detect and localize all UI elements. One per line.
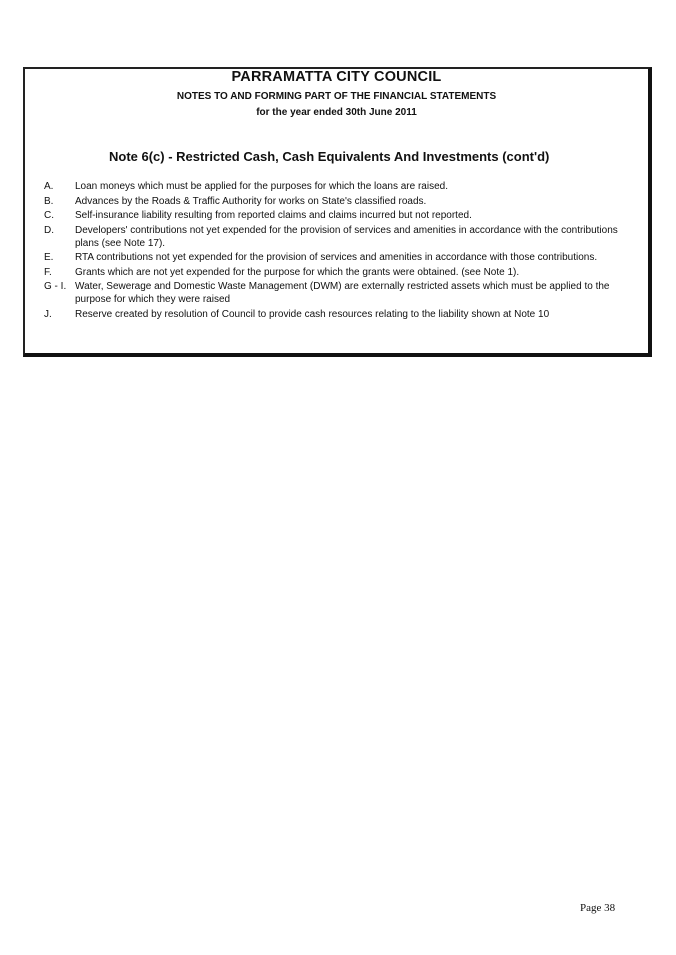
item-text: Developers' contributions not yet expended for the provision of services and amenities in accordance with the contributions plans (see Note 17). — [75, 224, 618, 249]
item-label: F. — [44, 266, 52, 278]
notes-frame — [23, 67, 652, 357]
item-label: A. — [44, 181, 54, 192]
item-text: Reserve created by resolution of Council to provide cash resources relating to the liability shown at Note 10 — [75, 309, 550, 320]
list-item — [44, 224, 644, 250]
item-text: Loan moneys which must be applied for the purposes for which the loans are raised. — [75, 181, 448, 192]
list-item — [44, 280, 644, 306]
list-item — [44, 195, 644, 208]
item-text: Self-insurance liability resulting from reported claims and claims incurred but not reported. — [75, 210, 472, 221]
item-label: D. — [44, 224, 54, 236]
item-label: C. — [44, 210, 54, 221]
list-item — [44, 308, 644, 321]
statement-title: NOTES TO AND FORMING PART OF THE FINANCIAL STATEMENTS — [176, 91, 497, 102]
note-title: Note 6(c) - Restricted Cash, Cash Equivalents And Investments (cont'd) — [109, 149, 550, 164]
item-text: RTA contributions not yet expended for the provision of services and amenities in accordance with those contributions. — [75, 252, 598, 263]
list-item — [44, 266, 644, 279]
year-line: for the year ended 30th June 2011 — [256, 107, 417, 118]
item-text: Grants which are not yet expended for the purpose for which the grants were obtained. (see Note 1). — [75, 266, 520, 278]
restriction-list — [44, 180, 644, 324]
item-label: J. — [44, 309, 52, 320]
item-label: G - I. — [44, 281, 67, 292]
list-item — [44, 180, 644, 193]
item-text: Advances by the Roads & Traffic Authority for works on State's classified roads. — [75, 195, 427, 207]
council-name: PARRAMATTA CITY COUNCIL — [231, 69, 442, 85]
list-item — [44, 251, 644, 264]
item-text: Water, Sewerage and Domestic Waste Management (DWM) are externally restricted assets which must be applied to the purpose for which they were raised — [75, 281, 610, 305]
page-number: Page 38 — [580, 902, 616, 914]
item-label: B. — [44, 195, 54, 207]
item-label: E. — [44, 252, 54, 263]
list-item — [44, 209, 644, 222]
